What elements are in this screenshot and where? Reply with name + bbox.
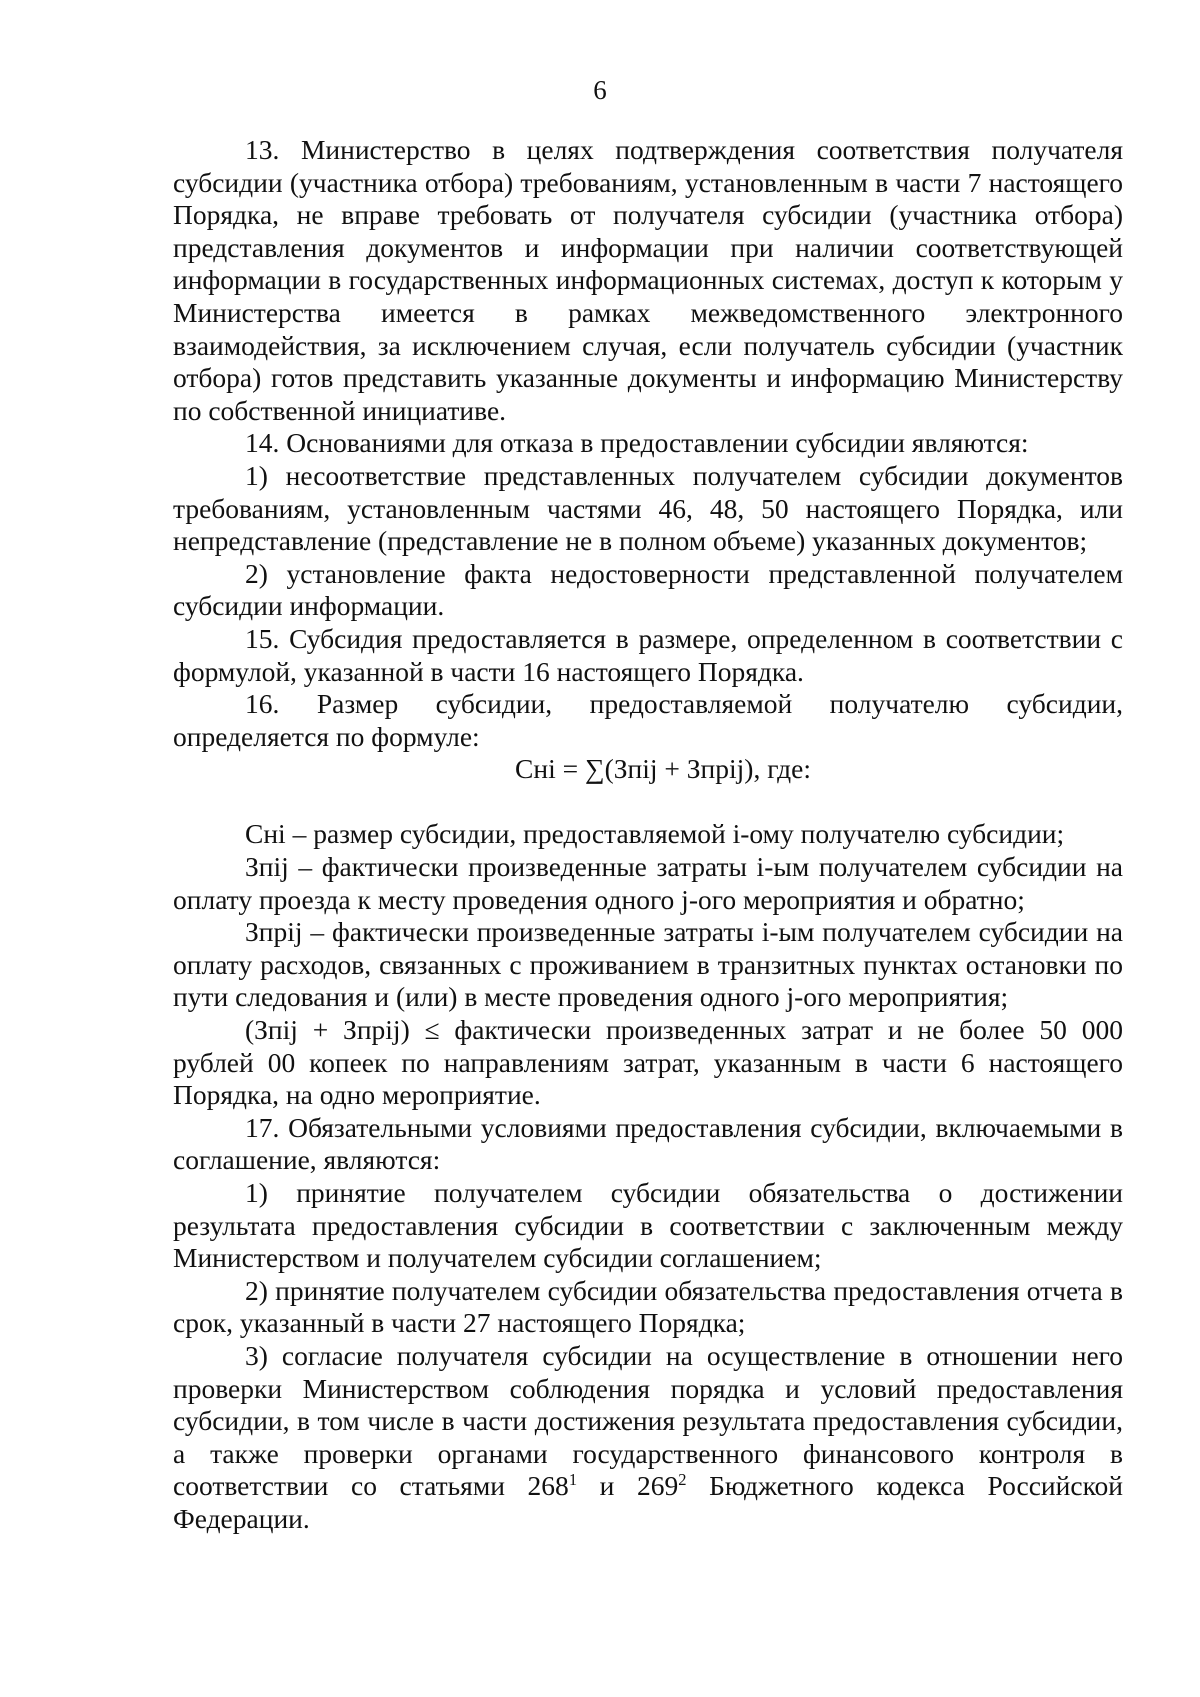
paragraph-17-item-3-text-c: Бюджетного кодекса Российской Федерации. xyxy=(173,1470,1123,1534)
paragraph-13: 13. Министерство в целях подтверждения соответствия получателя субсидии (участника отбора) требованиям, установленным в части 7 настоящего Порядка, не вправе требовать от получателя субсидии (участника отбора) представления документов и информации при наличии соответствующей информации в государственных информационных системах, доступ к которым у Министерства имеется в рамках межведомственного электронного взаимодействия, за исключением случая, если получатель субсидии (участник отбора) готов представить указанные документы и информацию Министерству по собственной инициативе. xyxy=(173,134,1123,426)
paragraph-14: 14. Основаниями для отказа в предоставлении субсидии являются: xyxy=(245,427,1029,459)
superscript-2: 2 xyxy=(678,1470,687,1490)
paragraph-15: 15. Субсидия предоставляется в размере, определенном в соответствии с формулой, указанной в части 16 настоящего Порядка. xyxy=(173,622,1123,687)
paragraph-17: 17. Обязательными условиями предоставления субсидии, включаемыми в соглашение, являются: xyxy=(173,1111,1123,1176)
definition-cni: Сні – размер субсидии, предоставляемой i-ому получателю субсидии; xyxy=(245,818,1065,850)
paragraph-17-item-3 xyxy=(173,1340,1123,1536)
definition-zpij: Зпіj – фактически произведенные затраты i-ым получателем субсидии на оплату проезда к месту проведения одного j-ого мероприятия и обратно; xyxy=(173,851,1123,915)
paragraph-14-item-1: 1) несоответствие представленных получателем субсидии документов требованиям, установленным частями 46, 48, 50 настоящего Порядка, или непредставление (представление не в полном объеме) указанных документов; xyxy=(173,459,1123,557)
definition-zprij: Зпрij – фактически произведенные затраты i-ым получателем субсидии на оплату расходов, связанных с проживанием в транзитных пунктах остановки по пути следования и (или) в месте проведения одного j-ого мероприятия; xyxy=(173,916,1123,1013)
document-body xyxy=(173,134,1123,1536)
paragraph-14-item-2: 2) установление факта недостоверности представленной получателем субсидии информации. xyxy=(173,557,1123,622)
paragraph-17-item-3-text-b: и 269 xyxy=(577,1470,679,1502)
formula-spacer xyxy=(173,786,1123,819)
page-number: 6 xyxy=(593,75,607,105)
paragraph-17-item-3-text-a: 3) согласие получателя субсидии на осуществление в отношении него проверки Министерством соблюдения порядка и условий предоставления субсидии, в том числе в части достижения результата предоставления субсидии, а также проверки органами государственного финансового контроля в соответствии со статьями 268 xyxy=(173,1339,1123,1502)
paragraph-17-item-2: 2) принятие получателем субсидии обязательства предоставления отчета в срок, указанный в части 27 настоящего Порядка; xyxy=(173,1274,1123,1339)
superscript-1: 1 xyxy=(568,1470,578,1490)
paragraph-17-item-1: 1) принятие получателем субсидии обязательства о достижении результата предоставления субсидии в соответствии с заключенным между Министерством и получателем субсидии соглашением; xyxy=(173,1177,1123,1274)
subsidy-formula: Сні = ∑(Зпіj + Зпрij), где: xyxy=(515,753,811,785)
cost-limit: (Зпіj + Зпрij) ≤ фактически произведенных затрат и не более 50 000 рублей 00 копеек по направлениям затрат, указанным в части 6 настоящего Порядка, на одно мероприятие. xyxy=(173,1014,1123,1111)
paragraph-16: 16. Размер субсидии, предоставляемой получателю субсидии, определяется по формуле: xyxy=(173,688,1123,752)
